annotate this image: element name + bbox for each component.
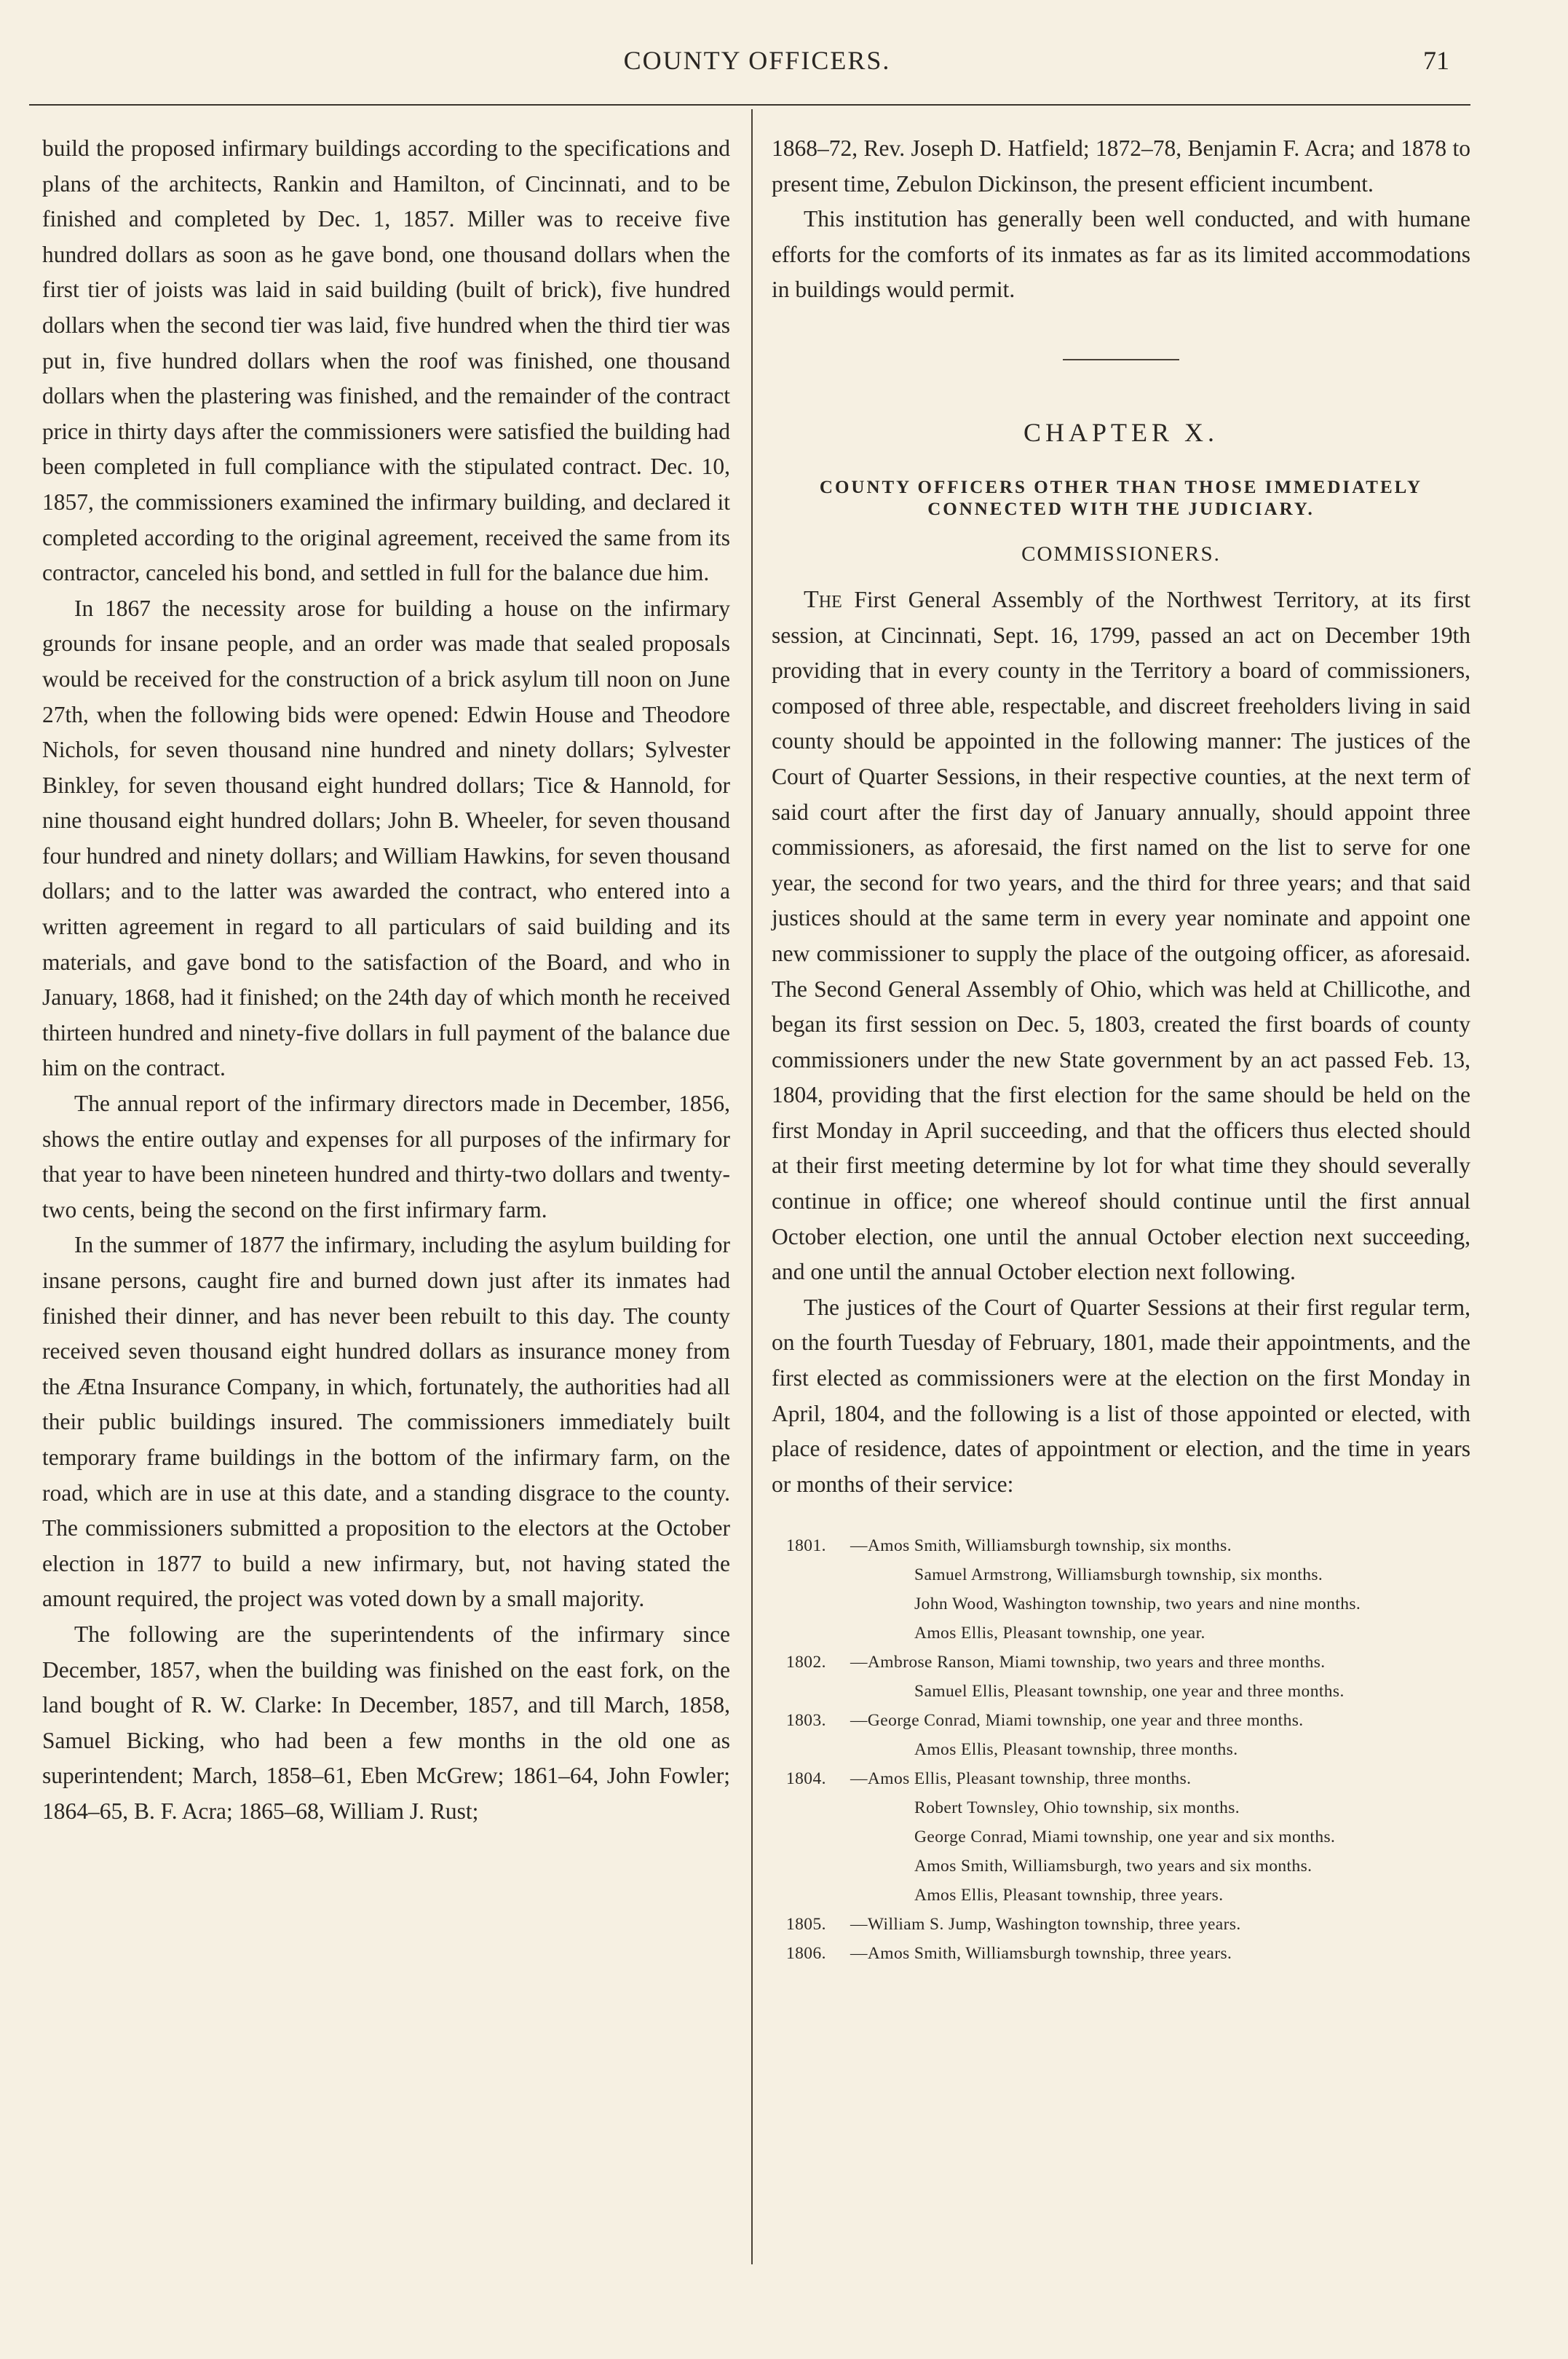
list-name: —Amos Smith, Williamsburgh township, three years.	[850, 1944, 1232, 1964]
list-name: —Amos Smith, Williamsburgh township, six months.	[850, 1536, 1232, 1556]
list-item	[772, 1531, 1470, 1648]
list-name: Amos Ellis, Pleasant township, three years.	[914, 1886, 1224, 1905]
list-year: 1805.	[786, 1915, 826, 1935]
list-item	[772, 1648, 1470, 1706]
right-column	[772, 131, 1470, 1968]
left-paragraph-4: In the summer of 1877 the infirmary, including the asylum building for insane persons, caught fire and burned down just after its inmates had finished their dinner, and has never been rebuilt to this day. The county received seven thousand eight hundred dollars as insurance money from the Ætna Insurance Company, in which, fortunately, the authorities had all their public buildings insured. The commissioners immediately built temporary frame buildings in the bottom of the infirmary farm, on the road, which are in use at this date, and a standing disgrace to the county. The commissioners submitted a proposition to the electors at the October election in 1877 to build a new infirmary, but, not having stated the amount required, the project was voted down by a small majority.	[42, 1232, 730, 1612]
left-paragraph-3: The annual report of the infirmary directors made in December, 1856, shows the entire outlay and expenses for all purposes of the infirmary for that year to have been nineteen hundred and thirty-two dollars and twenty-two cents, being the second on the first infirmary farm.	[42, 1091, 730, 1222]
list-name: George Conrad, Miami township, one year and six months.	[914, 1827, 1336, 1847]
list-year: 1801.	[786, 1536, 826, 1556]
commissioners-paragraph-1	[772, 582, 1470, 1290]
list-name: Amos Smith, Williamsburgh, two years and six months.	[914, 1857, 1312, 1876]
chapter-subtitle: COUNTY OFFICERS OTHER THAN THOSE IMMEDIATELY CONNECTED WITH THE JUDICIARY.	[819, 477, 1423, 519]
list-item	[772, 1706, 1470, 1764]
list-item	[772, 1764, 1470, 1910]
running-title: COUNTY OFFICERS.	[623, 46, 891, 75]
column-divider	[751, 109, 753, 2264]
commissioners-paragraph-2: The justices of the Court of Quarter Sessions at their first regular term, on the fourth Tuesday of February, 1801, made their appointments, and the first elected as commissioners were at the election on the first Monday in April, 1804, and the following is a list of those appointed or elected, with place of residence, dates of appointment or election, and the time in years or months of their service:	[772, 1294, 1470, 1497]
list-name: —Amos Ellis, Pleasant township, three months.	[850, 1769, 1192, 1789]
list-name: —William S. Jump, Washington township, three years.	[850, 1915, 1241, 1935]
lead-word: The	[804, 585, 842, 613]
list-item	[772, 1910, 1470, 1939]
list-name: Amos Ellis, Pleasant township, three months.	[914, 1740, 1238, 1760]
page-number: 71	[1423, 46, 1449, 75]
chapter-title: CHAPTER X.	[1023, 417, 1219, 447]
list-year: 1806.	[786, 1944, 826, 1964]
commissioners-paragraph-1-text: First General Assembly of the Northwest Territory, at its first session, at Cincinnati, Sept. 16, 1799, passed an act on December 19th providing that in every county in the Territory a board of commissioners, composed of three able, respectable, and discreet freeholders living in said county should be appointed in the following manner: The justices of the Court of Quarter Sessions, in their respective counties, at the next term of said court after the first day of January annually, should appoint three commissioners, as aforesaid, the first named on the list to serve for one year, the second for two years, and the third for three years; and that said justices should at the same term in every year nominate and appoint one new commissioner to supply the place of the outgoing officer, as aforesaid. The Second General Assembly of Ohio, which was held at Chillicothe, and began its first session on Dec. 5, 1803, created the first boards of county commissioners under the new State government by an act passed Feb. 13, 1804, providing that the first election for the same should be held on the first Monday in April succeeding, and that the officers thus elected should at their first meeting determine by lot for what time they should severally continue in office; one whereof should continue until the first annual October election, one until the annual October election next succeeding, and one until the annual October election next following.	[772, 586, 1470, 1285]
list-year: 1803.	[786, 1711, 826, 1731]
list-year: 1802.	[786, 1653, 826, 1672]
running-head	[0, 45, 1568, 89]
left-column	[42, 131, 730, 1830]
section-divider	[1063, 359, 1179, 360]
section-heading: COMMISSIONERS.	[1021, 542, 1221, 566]
list-year: 1804.	[786, 1769, 826, 1789]
list-name: Samuel Ellis, Pleasant township, one year and three months.	[914, 1682, 1345, 1702]
list-name: Robert Townsley, Ohio township, six months.	[914, 1798, 1240, 1818]
list-name: —George Conrad, Miami township, one year and three months.	[850, 1711, 1304, 1731]
list-name: Amos Ellis, Pleasant township, one year.	[914, 1624, 1205, 1643]
commissioners-list	[772, 1531, 1470, 1968]
left-paragraph-2: In 1867 the necessity arose for building a house on the infirmary grounds for insane people, and an order was made that sealed proposals would be received for the construction of a brick asylum till noon on June 27th, when the following bids were opened: Edwin House and Theodore Nichols, for seven thousand nine hundred and ninety dollars; Sylvester Binkley, for seven thousand eight hundred dollars; Tice & Hannold, for nine thousand eight hundred dollars; John B. Wheeler, for seven thousand four hundred and ninety dollars; and William Hawkins, for seven thousand dollars; and to the latter was awarded the contract, who entered into a written agreement in regard to all particulars of said building and its materials, and gave bond to the satisfaction of the Board, and who in January, 1868, had it finished; on the 24th day of which month he received thirteen hundred and ninety-five dollars in full payment of the balance due him on the contract.	[42, 595, 730, 1081]
left-paragraph-1: build the proposed infirmary buildings according to the specifications and plans of the architects, Rankin and Hamilton, of Cincinnati, and to be finished and completed by Dec. 1, 1857. Miller was to receive five hundred dollars as soon as he gave bond, one thousand dollars when the first tier of joists was laid in said building (built of brick), five hundred dollars when the second tier was laid, five hundred when the third tier was put in, five hundred dollars when the roof was finished, one thousand dollars when the plastering was finished, and the remainder of the contract price in thirty days after the commissioners were satisfied the building had been completed in full compliance with the stipulated contract. Dec. 10, 1857, the commissioners examined the infirmary building, and declared it completed according to the original agreement, received the same from its contractor, canceled his bond, and settled in full for the balance due him.	[42, 135, 730, 586]
left-paragraph-5: The following are the superintendents of the infirmary since December, 1857, when the building was finished on the east fork, on the land bought of R. W. Clarke: In December, 1857, and till March, 1858, Samuel Bicking, who had been a few months in the old one as superintendent; March, 1858–61, Eben McGrew; 1861–64, John Fowler; 1864–65, B. F. Acra; 1865–68, William J. Rust;	[42, 1621, 730, 1824]
list-name: John Wood, Washington township, two years and nine months.	[914, 1595, 1361, 1614]
list-name: Samuel Armstrong, Williamsburgh township, six months.	[914, 1565, 1323, 1585]
right-paragraph-1: 1868–72, Rev. Joseph D. Hatfield; 1872–78, Benjamin F. Acra; and 1878 to present time, Zebulon Dickinson, the present efficient incumbent.	[772, 135, 1470, 197]
list-item	[772, 1939, 1470, 1968]
list-name: —Ambrose Ranson, Miami township, two years and three months.	[850, 1653, 1326, 1672]
right-paragraph-2: This institution has generally been well conducted, and with humane efforts for the comforts of its inmates as far as its limited accommodations in buildings would permit.	[772, 206, 1470, 303]
header-rule	[29, 104, 1470, 106]
